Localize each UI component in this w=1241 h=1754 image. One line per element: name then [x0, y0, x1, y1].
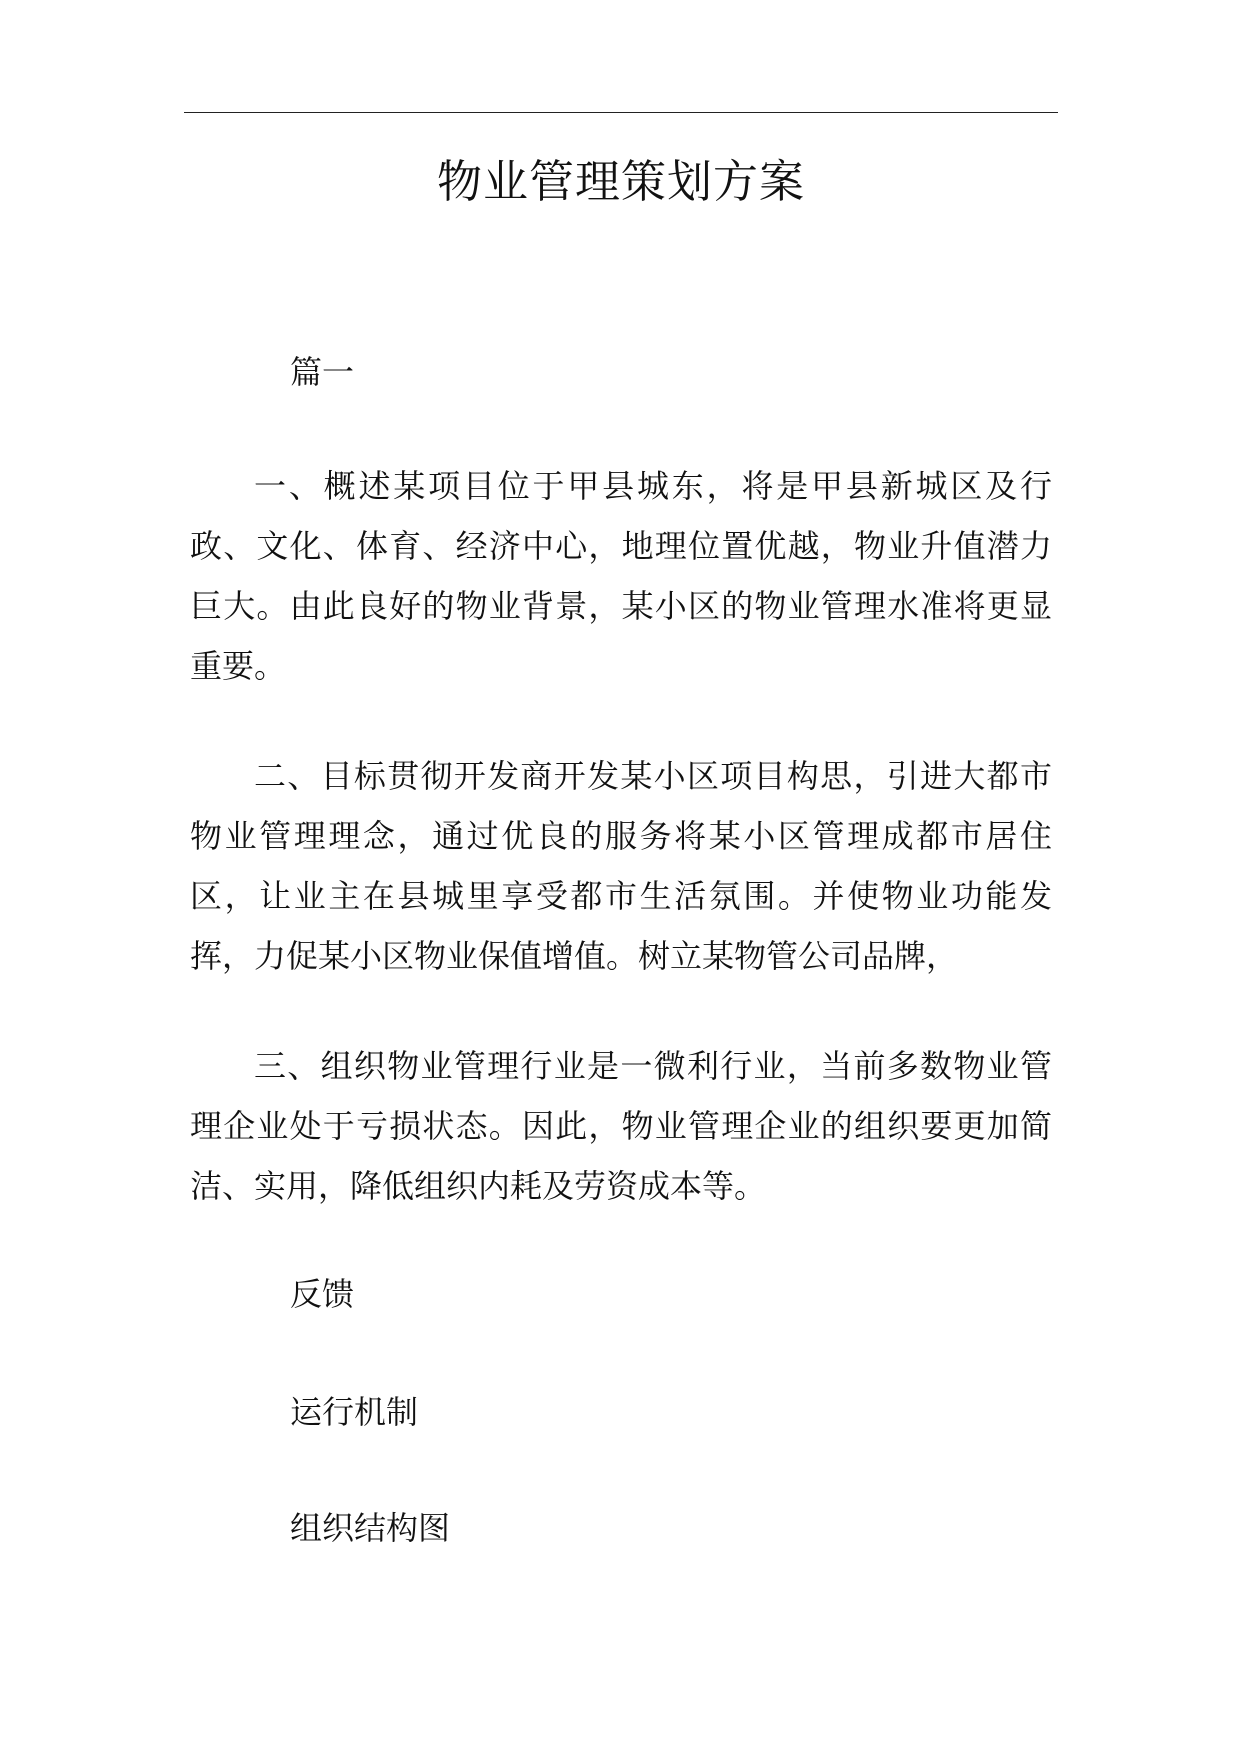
paragraph-goal: 二、目标贯彻开发商开发某小区项目构思，引进大都市物业管理理念，通过优良的服务将某小区管理成都市居住区，让业主在县城里享受都市生活氛围。并使物业功能发挥，力促某小区物业保值增值。树立某物管公司品牌，: [190, 757, 1052, 975]
header-divider: [184, 112, 1058, 113]
document-title: 物业管理策划方案: [436, 155, 805, 208]
paragraph-block-3: [190, 1036, 1052, 1216]
list-item-block-3: [190, 1498, 1052, 1558]
paragraph-block-1: [190, 456, 1052, 696]
paragraph-overview: 一、概述某项目位于甲县城东，将是甲县新城区及行政、文化、体育、经济中心，地理位置优越，物业升值潜力巨大。由此良好的物业背景，某小区的物业管理水准将更显重要。: [190, 467, 1052, 685]
paragraph-organization: 三、组织物业管理行业是一微利行业，当前多数物业管理企业处于亏损状态。因此，物业管理企业的组织要更加简洁、实用，降低组织内耗及劳资成本等。: [190, 1047, 1052, 1205]
list-item-feedback: 反馈: [290, 1275, 355, 1313]
section-heading-block: [190, 342, 1052, 402]
list-item-block-2: [190, 1382, 1052, 1442]
list-item-block-1: [190, 1264, 1052, 1324]
list-item-org-chart: 组织结构图: [290, 1509, 451, 1547]
section-heading: 篇一: [290, 353, 355, 391]
paragraph-block-2: [190, 746, 1052, 986]
list-item-operation-mechanism: 运行机制: [290, 1393, 419, 1431]
